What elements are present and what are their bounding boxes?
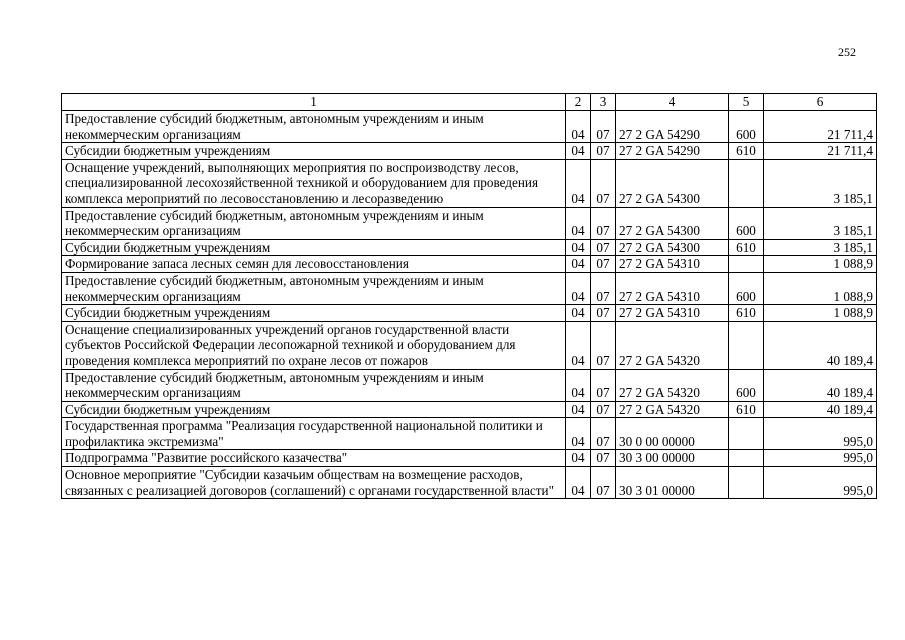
table-body bbox=[62, 111, 877, 499]
row-name-cell: Предоставление субсидий бюджетным, автономным учреждениям и иным некоммерческим организациям bbox=[62, 369, 566, 401]
row-amount-cell: 3 185,1 bbox=[764, 207, 877, 239]
row-amount-cell: 21 711,4 bbox=[764, 143, 877, 160]
row-name-cell: Основное мероприятие "Субсидии казачьим обществам на возмещение расходов, связанных с реализацией договоров (соглашений) с органами государственной власти" bbox=[62, 467, 566, 499]
row-expense-type-cell bbox=[729, 467, 764, 499]
row-amount-cell: 40 189,4 bbox=[764, 369, 877, 401]
col-header-amount: 6 bbox=[764, 94, 877, 111]
row-expense-type-cell bbox=[729, 256, 764, 273]
row-subsection-cell: 07 bbox=[591, 239, 616, 256]
row-target-code-cell: 27 2 GA 54290 bbox=[616, 111, 729, 143]
row-name-cell: Государственная программа "Реализация государственной национальной политики и профилактика экстремизма" bbox=[62, 418, 566, 450]
col-header-section: 2 bbox=[566, 94, 591, 111]
row-amount-cell: 1 088,9 bbox=[764, 256, 877, 273]
row-target-code-cell: 30 0 00 00000 bbox=[616, 418, 729, 450]
row-section-cell: 04 bbox=[566, 159, 591, 207]
table-row bbox=[62, 239, 877, 256]
row-name-cell: Субсидии бюджетным учреждениям bbox=[62, 239, 566, 256]
row-amount-cell: 40 189,4 bbox=[764, 401, 877, 418]
row-section-cell: 04 bbox=[566, 401, 591, 418]
row-section-cell: 04 bbox=[566, 418, 591, 450]
row-amount-cell: 40 189,4 bbox=[764, 321, 877, 369]
row-subsection-cell: 07 bbox=[591, 207, 616, 239]
row-subsection-cell: 07 bbox=[591, 111, 616, 143]
row-expense-type-cell bbox=[729, 450, 764, 467]
row-expense-type-cell: 610 bbox=[729, 305, 764, 322]
row-amount-cell: 21 711,4 bbox=[764, 111, 877, 143]
row-target-code-cell: 27 2 GA 54310 bbox=[616, 305, 729, 322]
row-expense-type-cell: 610 bbox=[729, 143, 764, 160]
row-target-code-cell: 30 3 00 00000 bbox=[616, 450, 729, 467]
row-amount-cell: 995,0 bbox=[764, 418, 877, 450]
row-target-code-cell: 27 2 GA 54300 bbox=[616, 239, 729, 256]
table-row bbox=[62, 256, 877, 273]
row-amount-cell: 1 088,9 bbox=[764, 272, 877, 304]
row-name-cell: Предоставление субсидий бюджетным, автономным учреждениям и иным некоммерческим организациям bbox=[62, 111, 566, 143]
row-subsection-cell: 07 bbox=[591, 418, 616, 450]
row-section-cell: 04 bbox=[566, 305, 591, 322]
row-expense-type-cell bbox=[729, 418, 764, 450]
table-row bbox=[62, 321, 877, 369]
col-header-name: 1 bbox=[62, 94, 566, 111]
row-expense-type-cell bbox=[729, 321, 764, 369]
row-amount-cell: 995,0 bbox=[764, 450, 877, 467]
row-section-cell: 04 bbox=[566, 111, 591, 143]
row-name-cell: Оснащение учреждений, выполняющих мероприятия по воспроизводству лесов, специализированной лесохозяйственной техникой и оборудованием для проведения комплекса мероприятий по лесовосстановлению и лесоразведению bbox=[62, 159, 566, 207]
row-section-cell: 04 bbox=[566, 256, 591, 273]
row-subsection-cell: 07 bbox=[591, 256, 616, 273]
table-row bbox=[62, 207, 877, 239]
header-row bbox=[62, 94, 877, 111]
row-section-cell: 04 bbox=[566, 239, 591, 256]
row-section-cell: 04 bbox=[566, 450, 591, 467]
row-section-cell: 04 bbox=[566, 143, 591, 160]
table-row bbox=[62, 418, 877, 450]
row-expense-type-cell bbox=[729, 159, 764, 207]
row-name-cell: Предоставление субсидий бюджетным, автономным учреждениям и иным некоммерческим организациям bbox=[62, 207, 566, 239]
row-amount-cell: 1 088,9 bbox=[764, 305, 877, 322]
col-header-target-code: 4 bbox=[616, 94, 729, 111]
row-section-cell: 04 bbox=[566, 272, 591, 304]
row-section-cell: 04 bbox=[566, 467, 591, 499]
row-name-cell: Оснащение специализированных учреждений органов государственной власти субъектов Российской Федерации лесопожарной техникой и оборудованием для проведения комплекса мероприятий по охране лесов от пожаров bbox=[62, 321, 566, 369]
row-target-code-cell: 30 3 01 00000 bbox=[616, 467, 729, 499]
row-subsection-cell: 07 bbox=[591, 272, 616, 304]
row-name-cell: Субсидии бюджетным учреждениям bbox=[62, 143, 566, 160]
table-row bbox=[62, 401, 877, 418]
table-row bbox=[62, 143, 877, 160]
row-subsection-cell: 07 bbox=[591, 369, 616, 401]
row-target-code-cell: 27 2 GA 54310 bbox=[616, 256, 729, 273]
row-subsection-cell: 07 bbox=[591, 467, 616, 499]
row-subsection-cell: 07 bbox=[591, 450, 616, 467]
row-section-cell: 04 bbox=[566, 369, 591, 401]
row-name-cell: Предоставление субсидий бюджетным, автономным учреждениям и иным некоммерческим организациям bbox=[62, 272, 566, 304]
row-expense-type-cell: 600 bbox=[729, 369, 764, 401]
row-section-cell: 04 bbox=[566, 321, 591, 369]
table-row bbox=[62, 369, 877, 401]
row-amount-cell: 3 185,1 bbox=[764, 159, 877, 207]
row-expense-type-cell: 610 bbox=[729, 401, 764, 418]
page-number: 252 bbox=[838, 45, 856, 59]
row-subsection-cell: 07 bbox=[591, 401, 616, 418]
row-amount-cell: 995,0 bbox=[764, 467, 877, 499]
row-section-cell: 04 bbox=[566, 207, 591, 239]
row-expense-type-cell: 610 bbox=[729, 239, 764, 256]
table-row bbox=[62, 467, 877, 499]
col-header-subsection: 3 bbox=[591, 94, 616, 111]
row-name-cell: Субсидии бюджетным учреждениям bbox=[62, 305, 566, 322]
table-row bbox=[62, 272, 877, 304]
row-target-code-cell: 27 2 GA 54320 bbox=[616, 369, 729, 401]
row-target-code-cell: 27 2 GA 54310 bbox=[616, 272, 729, 304]
row-target-code-cell: 27 2 GA 54300 bbox=[616, 207, 729, 239]
row-target-code-cell: 27 2 GA 54320 bbox=[616, 321, 729, 369]
table-row bbox=[62, 305, 877, 322]
row-expense-type-cell: 600 bbox=[729, 207, 764, 239]
row-expense-type-cell: 600 bbox=[729, 111, 764, 143]
table-row bbox=[62, 159, 877, 207]
row-subsection-cell: 07 bbox=[591, 143, 616, 160]
table-row bbox=[62, 111, 877, 143]
row-name-cell: Субсидии бюджетным учреждениям bbox=[62, 401, 566, 418]
budget-table bbox=[61, 93, 877, 499]
row-name-cell: Формирование запаса лесных семян для лесовосстановления bbox=[62, 256, 566, 273]
row-name-cell: Подпрограмма "Развитие российского казачества" bbox=[62, 450, 566, 467]
row-expense-type-cell: 600 bbox=[729, 272, 764, 304]
row-subsection-cell: 07 bbox=[591, 321, 616, 369]
row-target-code-cell: 27 2 GA 54290 bbox=[616, 143, 729, 160]
table-row bbox=[62, 450, 877, 467]
row-subsection-cell: 07 bbox=[591, 159, 616, 207]
row-target-code-cell: 27 2 GA 54320 bbox=[616, 401, 729, 418]
col-header-expense-type: 5 bbox=[729, 94, 764, 111]
row-target-code-cell: 27 2 GA 54300 bbox=[616, 159, 729, 207]
row-subsection-cell: 07 bbox=[591, 305, 616, 322]
row-amount-cell: 3 185,1 bbox=[764, 239, 877, 256]
